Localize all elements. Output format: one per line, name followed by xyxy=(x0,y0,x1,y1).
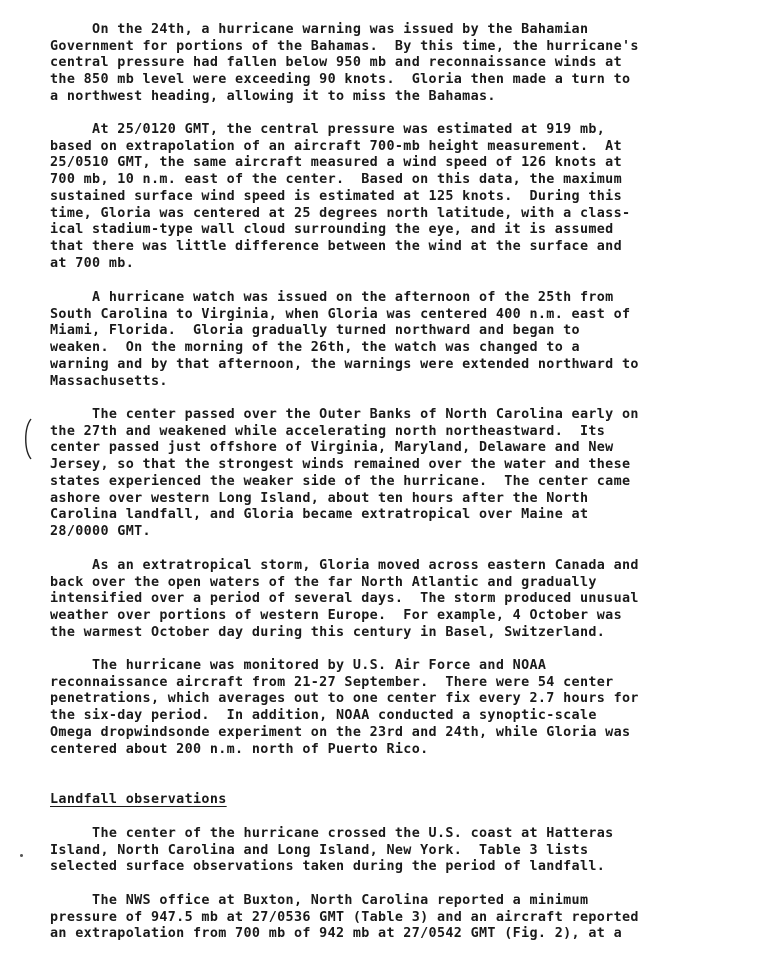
text-line: Carolina landfall, and Gloria became extratropical over Maine at xyxy=(50,507,589,523)
text-line: ical stadium-type wall cloud surrounding the eye, and it is assumed xyxy=(50,222,614,238)
text-line: states experienced the weaker side of the hurricane. The center came xyxy=(50,473,631,489)
section-heading: Landfall observations xyxy=(50,792,227,807)
text-line: selected surface observations taken during the period of landfall. xyxy=(50,859,606,875)
text-line: at 700 mb. xyxy=(50,255,135,271)
text-line: based on extrapolation of an aircraft 700-mb height measurement. At xyxy=(50,138,623,154)
text-line: sustained surface wind speed is estimated at 125 knots. During this xyxy=(50,188,623,204)
text-line: an extrapolation from 700 mb of 942 mb at 27/0542 GMT (Fig. 2), at a xyxy=(50,926,623,942)
text-line: the warmest October day during this century in Basel, Switzerland. xyxy=(50,624,606,640)
text-line: weather over portions of western Europe. For example, 4 October was xyxy=(50,608,623,624)
text-line: warning and by that afternoon, the warnings were extended northward to xyxy=(50,356,639,372)
text-line: A hurricane watch was issued on the afternoon of the 25th from xyxy=(50,290,614,305)
text-line: 28/0000 GMT. xyxy=(50,523,151,539)
text-line: the 850 mb level were exceeding 90 knots. Gloria then made a turn to xyxy=(50,72,631,88)
text-line: The hurricane was monitored by U.S. Air Force and NOAA xyxy=(50,658,547,673)
text-line: weaken. On the morning of the 26th, the watch was changed to a xyxy=(50,340,580,356)
text-line: South Carolina to Virginia, when Gloria was centered 400 n.m. east of xyxy=(50,306,631,322)
text-line: Island, North Carolina and Long Island, New York. Table 3 lists xyxy=(50,842,589,858)
text-line: that there was little difference between the wind at the surface and xyxy=(50,238,623,254)
text-line: penetrations, which averages out to one center fix every 2.7 hours for xyxy=(50,691,639,707)
text-line: The center of the hurricane crossed the U.S. coast at Hatteras xyxy=(50,826,614,841)
text-line: The center passed over the Outer Banks of North Carolina early on xyxy=(50,407,639,422)
text-line: centered about 200 n.m. north of Puerto Rico. xyxy=(50,741,429,757)
text-line: On the 24th, a hurricane warning was issued by the Bahamian xyxy=(50,22,589,37)
text-line: time, Gloria was centered at 25 degrees north latitude, with a class- xyxy=(50,205,631,221)
text-line: Massachusetts. xyxy=(50,373,168,389)
text-line: the six-day period. In addition, NOAA conducted a synoptic-scale xyxy=(50,708,597,724)
text-line: intensified over a period of several days. The storm produced unusual xyxy=(50,591,639,607)
text-line: the 27th and weakened while accelerating north northeastward. Its xyxy=(50,423,606,439)
text-line: back over the open waters of the far North Atlantic and gradually xyxy=(50,574,597,590)
text-line: The NWS office at Buxton, North Carolina reported a minimum xyxy=(50,893,589,908)
text-line: Government for portions of the Bahamas. By this time, the hurricane's xyxy=(50,38,639,54)
margin-bracket-mark xyxy=(22,418,34,460)
text-line: Omega dropwindsonde experiment on the 23rd and 24th, while Gloria was xyxy=(50,724,631,740)
text-line: ashore over western Long Island, about ten hours after the North xyxy=(50,490,589,506)
text-line: At 25/0120 GMT, the central pressure was estimated at 919 mb, xyxy=(50,122,606,137)
scan-speck xyxy=(20,854,23,857)
text-line: reconnaissance aircraft from 21-27 September. There were 54 center xyxy=(50,674,614,690)
text-line: Miami, Florida. Gloria gradually turned northward and began to xyxy=(50,323,580,339)
text-line: 25/0510 GMT, the same aircraft measured a wind speed of 126 knots at xyxy=(50,155,623,171)
text-line: As an extratropical storm, Gloria moved across eastern Canada and xyxy=(50,558,639,573)
text-line: a northwest heading, allowing it to miss the Bahamas. xyxy=(50,88,496,104)
text-line: Jersey, so that the strongest winds remained over the water and these xyxy=(50,457,631,473)
text-line: 700 mb, 10 n.m. east of the center. Based on this data, the maximum xyxy=(50,172,623,188)
text-line: central pressure had fallen below 950 mb and reconnaissance winds at xyxy=(50,55,623,71)
text-line: pressure of 947.5 mb at 27/0536 GMT (Table 3) and an aircraft reported xyxy=(50,909,639,925)
text-line: center passed just offshore of Virginia, Maryland, Delaware and New xyxy=(50,440,614,456)
